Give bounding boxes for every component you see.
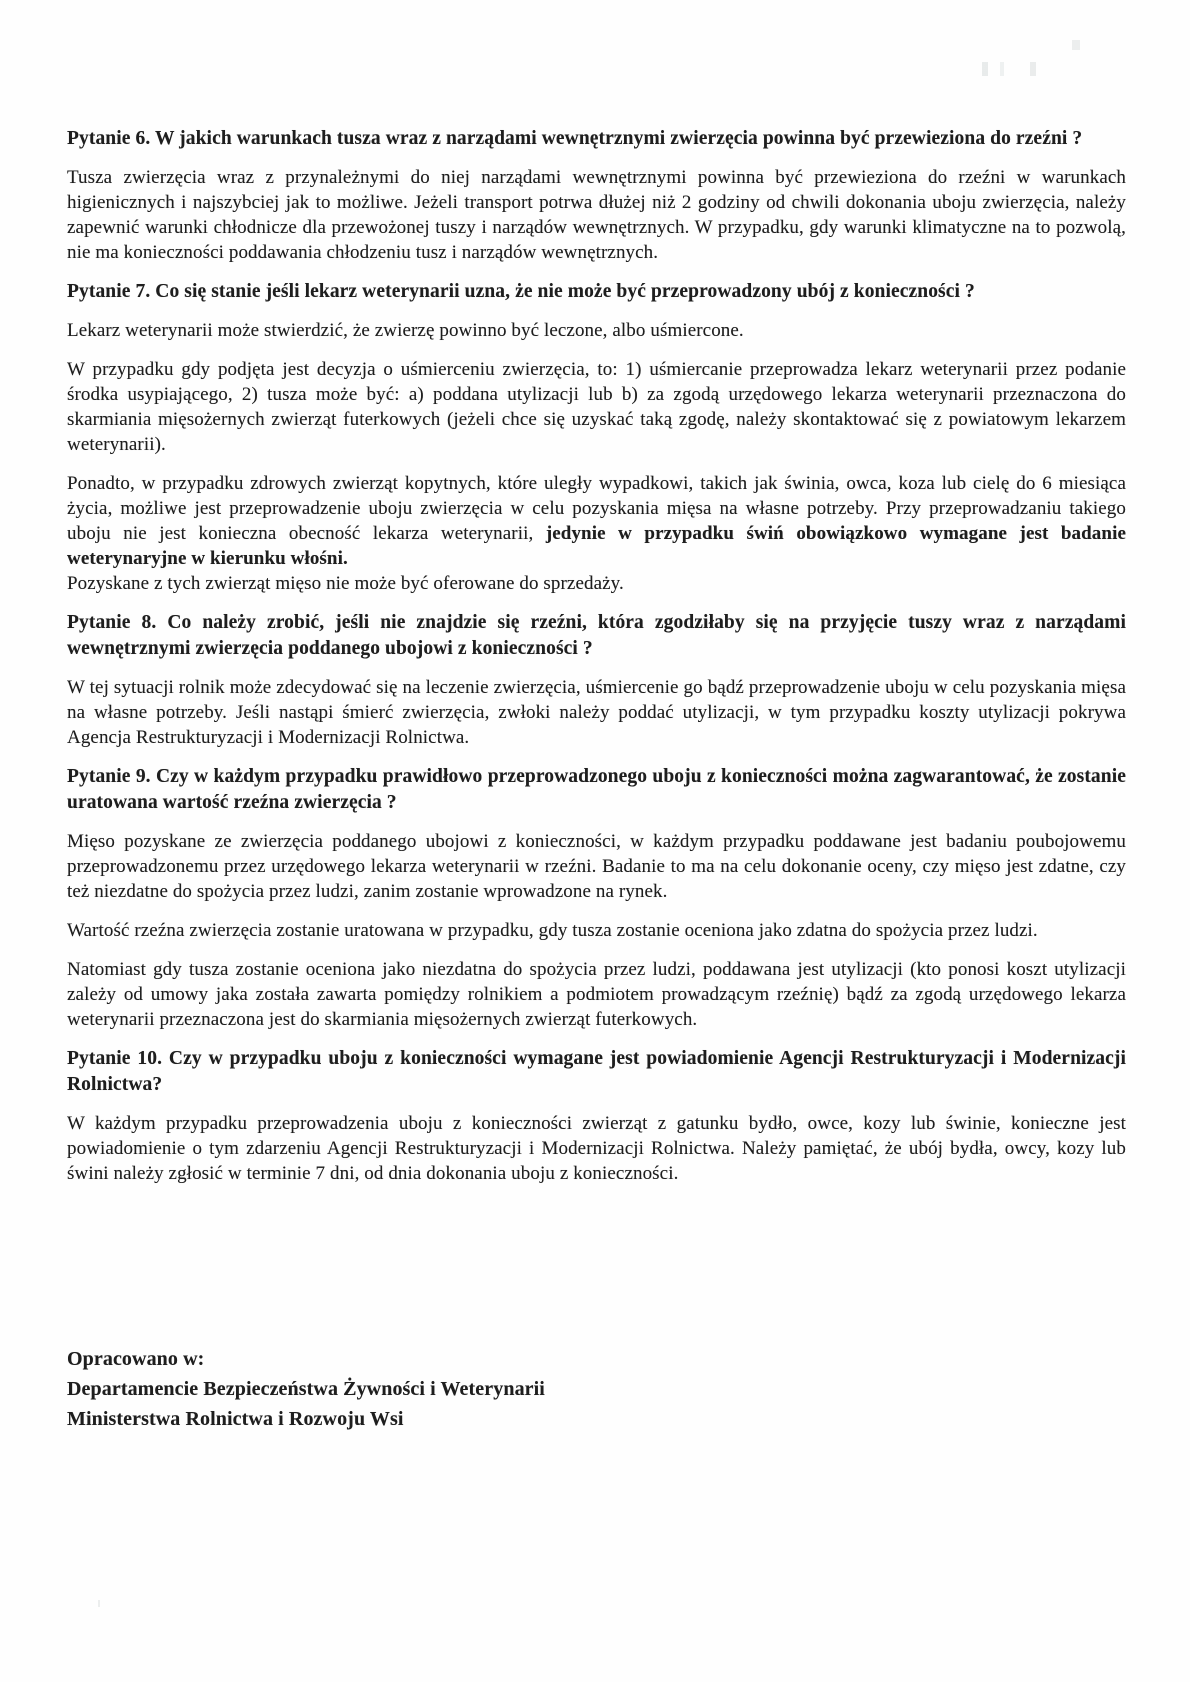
question-7-answer-1: Lekarz weterynarii może stwierdzić, że zwierzę powinno być leczone, albo uśmiercone.: [67, 320, 744, 341]
prepared-by-block: [67, 1344, 1126, 1434]
section-question-9: [67, 764, 1126, 1032]
section-question-7: [67, 279, 1126, 596]
question-9-answer-2: Wartość rzeźna zwierzęcia zostanie uratowana w przypadku, gdy tusza zostanie oceniona jako zdatna do spożycia przez ludzi.: [67, 920, 1038, 941]
scan-speck: [98, 1600, 100, 1607]
question-9-answer-1: Mięso pozyskane ze zwierzęcia poddanego ubojowi z konieczności, w każdym przypadku poddawane jest badaniu poubojowemu przeprowadzonemu przez urzędowego lekarza weterynarii w rzeźni. Badanie to ma na celu dokonanie oceny, czy mięso jest zdatne, czy też niezdatne do spożycia przez ludzi, zanim zostanie wprowadzone na rynek.: [67, 831, 1126, 902]
section-question-10: [67, 1046, 1126, 1186]
question-7-answer-3-text: Ponadto, w przypadku zdrowych zwierząt kopytnych, które uległy wypadkowi, takich jak świnia, owca, koza lub cielę do 6 miesiąca życia, możliwe jest przeprowadzenie uboju zwierzęcia w celu pozyskania mięsa na własne potrzeby. Przy przeprowadzaniu takiego uboju nie jest konieczna obecność lekarza weterynarii,: [67, 473, 1126, 544]
question-10-heading: Pytanie 10. Czy w przypadku uboju z konieczności wymagane jest powiadomienie Agencji Restrukturyzacji i Modernizacji Rolnictwa?: [67, 1048, 1126, 1095]
prepared-by-label: Opracowano w:: [67, 1348, 205, 1370]
question-6-answer: Tusza zwierzęcia wraz z przynależnymi do niej narządami wewnętrznymi powinna być przewieziona do rzeźni w warunkach higienicznych i najszybciej jak to możliwe. Jeżeli transport potrwa dłużej niż 2 godziny od chwili dokonania uboju zwierzęcia, należy zapewnić warunki chłodnicze dla przewożonej tuszy i narządów wewnętrznych. W przypadku, gdy warunki klimatyczne na to pozwolą, nie ma konieczności poddawania chłodzeniu tusz i narządów wewnętrznych.: [67, 167, 1126, 263]
question-7-answer-3: [67, 471, 1126, 571]
prepared-by-ministry: Ministerstwa Rolnictwa i Rozwoju Wsi: [67, 1408, 404, 1430]
question-8-heading: Pytanie 8. Co należy zrobić, jeśli nie znajdzie się rzeźni, która zgodziłaby się na przyjęcie tuszy wraz z narządami wewnętrznymi zwierzęcia poddanego ubojowi z konieczności ?: [67, 612, 1126, 659]
question-7-answer-2: W przypadku gdy podjęta jest decyzja o uśmierceniu zwierzęcia, to: 1) uśmiercanie przeprowadza lekarz weterynarii przez podanie środka usypiającego, 2) tusza może być: a) poddana utylizacji lub b) za zgodą urzędowego lekarza weterynarii przeznaczona do skarmiania mięsożernych zwierząt futerkowych (jeżeli chce się uzyskać taką zgodę, należy skontaktować się z powiatowym lekarzem weterynarii).: [67, 359, 1126, 455]
section-question-6: [67, 126, 1126, 265]
question-10-answer: W każdym przypadku przeprowadzenia uboju z konieczności zwierząt z gatunku bydło, owce, kozy lub świnie, konieczne jest powiadomienie o tym zdarzeniu Agencji Restrukturyzacji i Modernizacji Rolnictwa. Należy pamiętać, że ubój bydła, owcy, kozy lub świni należy zgłosić w terminie 7 dni, od dnia dokonania uboju z konieczności.: [67, 1113, 1126, 1184]
scan-speck: [1072, 40, 1080, 50]
question-7-answer-3-bold: jedynie w przypadku świń obowiązkowo wymagane jest badanie weterynaryjne w kierunku włośni.: [67, 523, 1126, 569]
question-7-answer-4: Pozyskane z tych zwierząt mięso nie może być oferowane do sprzedaży.: [67, 573, 624, 594]
prepared-by-department: Departamencie Bezpieczeństwa Żywności i Weterynarii: [67, 1378, 545, 1400]
question-6-heading: Pytanie 6. W jakich warunkach tusza wraz z narządami wewnętrznymi zwierzęcia powinna być przewieziona do rzeźni ?: [67, 128, 1083, 149]
question-7-heading: Pytanie 7. Co się stanie jeśli lekarz weterynarii uzna, że nie może być przeprowadzony ubój z konieczności ?: [67, 281, 975, 302]
question-9-answer-3: Natomiast gdy tusza zostanie oceniona jako niezdatna do spożycia przez ludzi, poddawana jest utylizacji (kto ponosi koszt utylizacji zależy od umowy jaka została zawarta pomiędzy rolnikiem a podmiotem prowadzącym rzeźnię) bądź za zgodą urzędowego lekarza weterynarii przeznaczona jest do skarmiania mięsożernych zwierząt futerkowych.: [67, 959, 1126, 1030]
question-9-heading: Pytanie 9. Czy w każdym przypadku prawidłowo przeprowadzonego uboju z konieczności można zagwarantować, że zostanie uratowana wartość rzeźna zwierzęcia ?: [67, 766, 1126, 813]
section-question-8: [67, 610, 1126, 750]
scan-artifact: [982, 62, 1052, 76]
question-8-answer: W tej sytuacji rolnik może zdecydować się na leczenie zwierzęcia, uśmiercenie go bądź przeprowadzenie uboju w celu pozyskania mięsa na własne potrzeby. Jeśli nastąpi śmierć zwierzęcia, zwłoki należy poddać utylizacji, w tym przypadku koszty utylizacji pokrywa Agencja Restrukturyzacji i Modernizacji Rolnictwa.: [67, 677, 1126, 748]
